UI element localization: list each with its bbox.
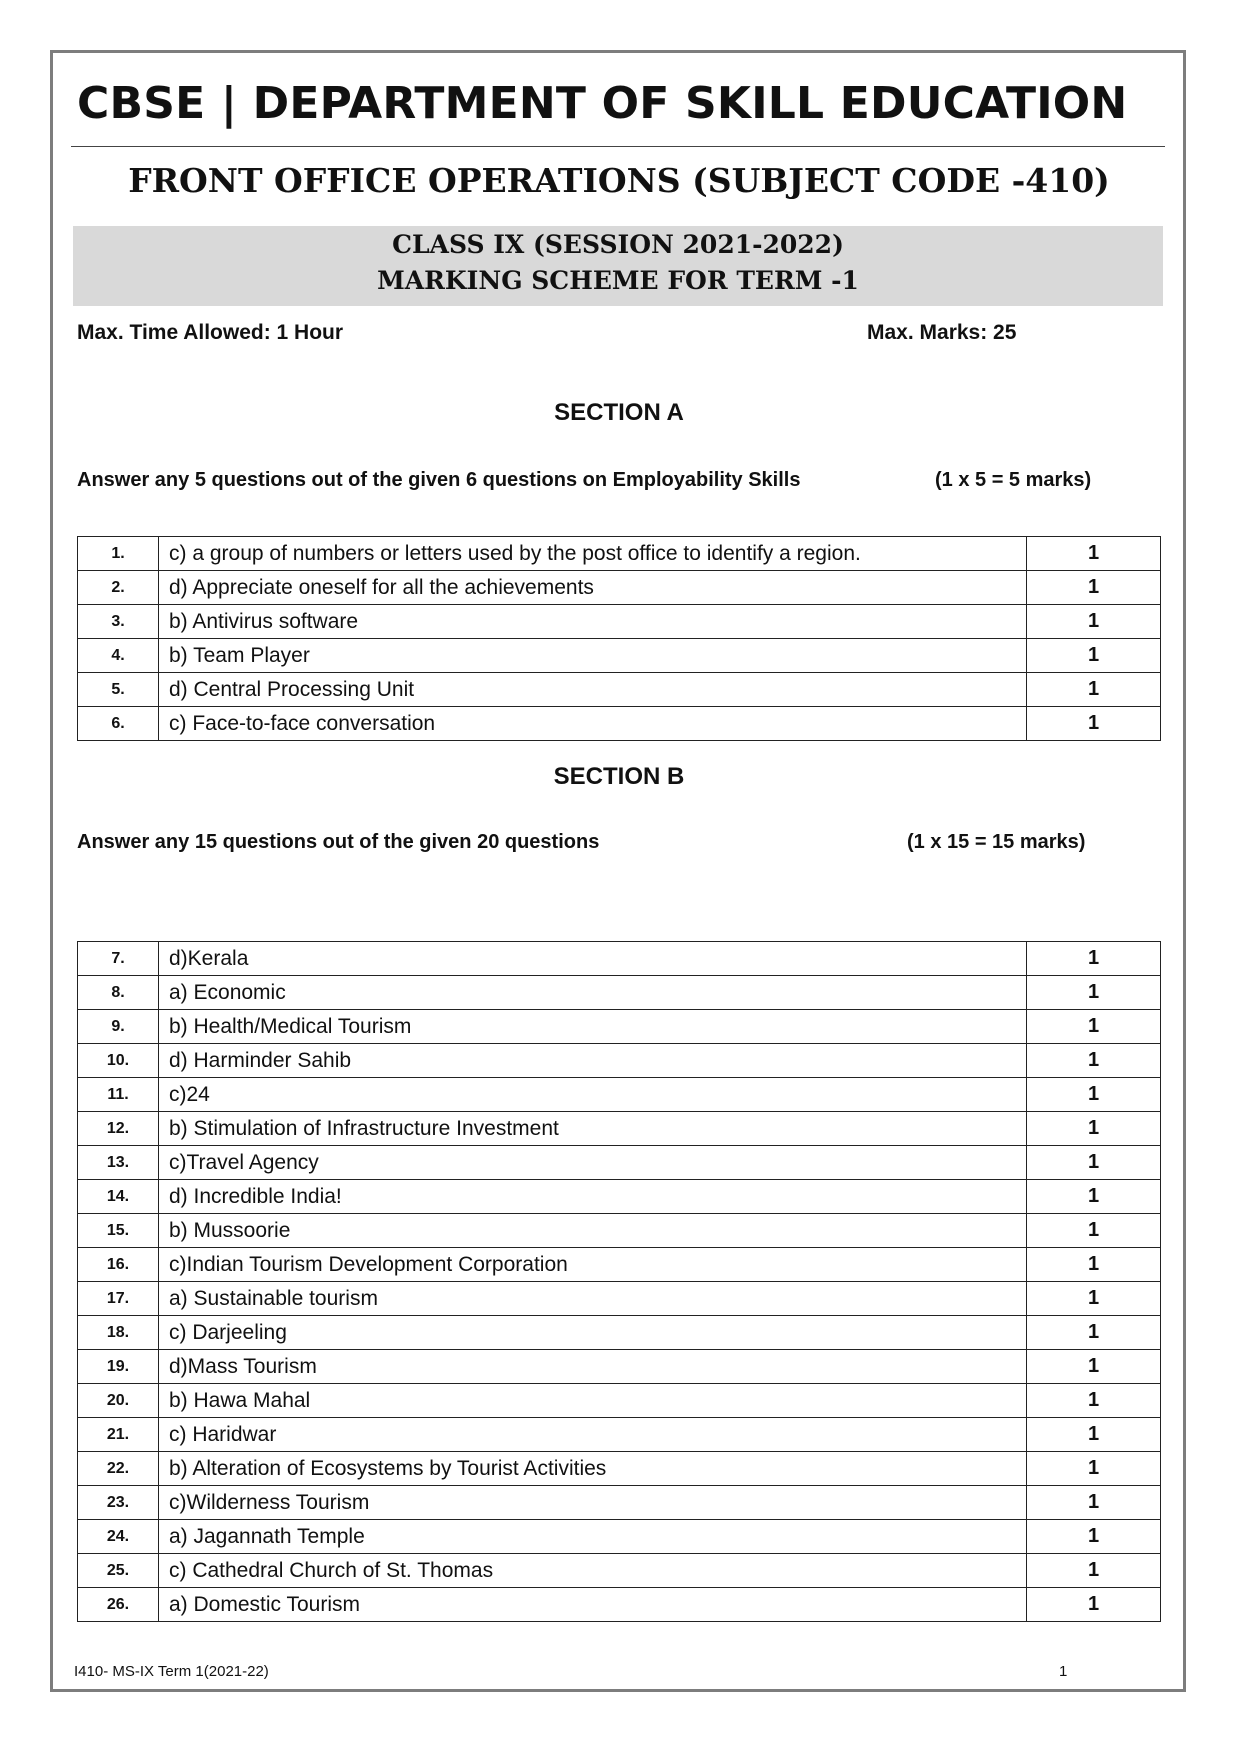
answer-text: b) Mussoorie (159, 1214, 1027, 1248)
answer-text: c)24 (159, 1078, 1027, 1112)
answer-text: c) Face-to-face conversation (159, 707, 1027, 741)
section-a-instruction: Answer any 5 questions out of the given 6 questions on Employability Skills (77, 469, 801, 491)
table-row (78, 571, 1161, 605)
answer-text: a) Domestic Tourism (159, 1588, 1027, 1622)
marks-cell: 1 (1027, 1112, 1161, 1146)
question-number: 19. (78, 1350, 159, 1384)
marks-cell: 1 (1027, 1588, 1161, 1622)
question-number: 8. (78, 976, 159, 1010)
answer-text: b) Antivirus software (159, 605, 1027, 639)
marks-cell: 1 (1027, 942, 1161, 976)
question-number: 26. (78, 1588, 159, 1622)
answer-text: a) Economic (159, 976, 1027, 1010)
marks-cell: 1 (1027, 673, 1161, 707)
section-a-marks-note: (1 x 5 = 5 marks) (935, 469, 1092, 491)
question-number: 9. (78, 1010, 159, 1044)
table-row (78, 1214, 1161, 1248)
table-row (78, 1112, 1161, 1146)
table-row (78, 639, 1161, 673)
question-number: 20. (78, 1384, 159, 1418)
table-row (78, 1282, 1161, 1316)
question-number: 7. (78, 942, 159, 976)
marks-cell: 1 (1027, 1486, 1161, 1520)
page-frame (50, 50, 1186, 1692)
table-row (78, 1554, 1161, 1588)
table-row (78, 1418, 1161, 1452)
table-row (78, 1180, 1161, 1214)
answer-text: c) a group of numbers or letters used by the post office to identify a region. (159, 537, 1027, 571)
table-row (78, 1010, 1161, 1044)
marks-cell: 1 (1027, 1248, 1161, 1282)
table-row (78, 605, 1161, 639)
title-divider (71, 146, 1165, 147)
marks-cell: 1 (1027, 605, 1161, 639)
table-row (78, 1044, 1161, 1078)
answer-text: d)Mass Tourism (159, 1350, 1027, 1384)
max-marks: Max. Marks: 25 (867, 321, 1017, 344)
answer-text: d) Central Processing Unit (159, 673, 1027, 707)
marks-cell: 1 (1027, 1520, 1161, 1554)
table-row (78, 1384, 1161, 1418)
table-row (78, 1316, 1161, 1350)
footer-doc-code: I410- MS-IX Term 1(2021-22) (74, 1663, 269, 1680)
marks-cell: 1 (1027, 1214, 1161, 1248)
marks-cell: 1 (1027, 1418, 1161, 1452)
marks-cell: 1 (1027, 1350, 1161, 1384)
question-number: 22. (78, 1452, 159, 1486)
answer-text: b) Stimulation of Infrastructure Investment (159, 1112, 1027, 1146)
question-number: 6. (78, 707, 159, 741)
question-number: 17. (78, 1282, 159, 1316)
marks-cell: 1 (1027, 1180, 1161, 1214)
answer-text: c) Haridwar (159, 1418, 1027, 1452)
footer-page-number: 1 (1059, 1663, 1068, 1680)
question-number: 15. (78, 1214, 159, 1248)
answer-text: a) Sustainable tourism (159, 1282, 1027, 1316)
table-row (78, 1520, 1161, 1554)
table-row (78, 537, 1161, 571)
marks-cell: 1 (1027, 571, 1161, 605)
table-row (78, 976, 1161, 1010)
table-row (78, 707, 1161, 741)
question-number: 1. (78, 537, 159, 571)
marks-cell: 1 (1027, 1146, 1161, 1180)
question-number: 24. (78, 1520, 159, 1554)
max-time: Max. Time Allowed: 1 Hour (77, 321, 344, 344)
question-number: 23. (78, 1486, 159, 1520)
answer-text: d)Kerala (159, 942, 1027, 976)
section-a-answer-table (77, 536, 1161, 741)
table-row (78, 1588, 1161, 1622)
marks-cell: 1 (1027, 707, 1161, 741)
class-session: CLASS IX (SESSION 2021-2022) (392, 230, 844, 259)
answer-text: d) Appreciate oneself for all the achievements (159, 571, 1027, 605)
question-number: 12. (78, 1112, 159, 1146)
answer-text: c)Indian Tourism Development Corporation (159, 1248, 1027, 1282)
answer-text: c) Darjeeling (159, 1316, 1027, 1350)
marks-cell: 1 (1027, 1384, 1161, 1418)
table-row (78, 1486, 1161, 1520)
question-number: 25. (78, 1554, 159, 1588)
answer-text: b) Health/Medical Tourism (159, 1010, 1027, 1044)
question-number: 10. (78, 1044, 159, 1078)
table-row (78, 1146, 1161, 1180)
marks-cell: 1 (1027, 1282, 1161, 1316)
question-number: 21. (78, 1418, 159, 1452)
section-a-heading: SECTION A (554, 399, 684, 426)
answer-text: c)Travel Agency (159, 1146, 1027, 1180)
question-number: 5. (78, 673, 159, 707)
answer-text: d) Incredible India! (159, 1180, 1027, 1214)
answer-text: b) Alteration of Ecosystems by Tourist Activities (159, 1452, 1027, 1486)
section-b-marks-note: (1 x 15 = 15 marks) (907, 831, 1086, 853)
table-row (78, 1350, 1161, 1384)
answer-text: b) Hawa Mahal (159, 1384, 1027, 1418)
question-number: 3. (78, 605, 159, 639)
marks-cell: 1 (1027, 1044, 1161, 1078)
question-number: 18. (78, 1316, 159, 1350)
marks-cell: 1 (1027, 1010, 1161, 1044)
subject-title: FRONT OFFICE OPERATIONS (SUBJECT CODE -410) (128, 161, 1110, 200)
section-b-instruction: Answer any 15 questions out of the given 20 questions (77, 831, 600, 853)
marks-cell: 1 (1027, 1316, 1161, 1350)
table-row (78, 1078, 1161, 1112)
class-banner (73, 226, 1163, 306)
marks-cell: 1 (1027, 1452, 1161, 1486)
answer-text: a) Jagannath Temple (159, 1520, 1027, 1554)
marks-cell: 1 (1027, 1078, 1161, 1112)
marks-cell: 1 (1027, 537, 1161, 571)
page-content (74, 53, 1161, 1689)
marks-cell: 1 (1027, 639, 1161, 673)
table-row (78, 942, 1161, 976)
question-number: 14. (78, 1180, 159, 1214)
table-row (78, 1452, 1161, 1486)
marks-cell: 1 (1027, 1554, 1161, 1588)
marking-scheme-title: MARKING SCHEME FOR TERM -1 (377, 266, 859, 295)
question-number: 11. (78, 1078, 159, 1112)
answer-text: d) Harminder Sahib (159, 1044, 1027, 1078)
question-number: 13. (78, 1146, 159, 1180)
document-title: CBSE | DEPARTMENT OF SKILL EDUCATION (77, 78, 1128, 129)
marks-cell: 1 (1027, 976, 1161, 1010)
table-row (78, 673, 1161, 707)
answer-text: b) Team Player (159, 639, 1027, 673)
question-number: 4. (78, 639, 159, 673)
question-number: 2. (78, 571, 159, 605)
section-b-answer-table (77, 941, 1161, 1622)
answer-text: c) Cathedral Church of St. Thomas (159, 1554, 1027, 1588)
table-row (78, 1248, 1161, 1282)
section-b-heading: SECTION B (553, 763, 685, 790)
answer-text: c)Wilderness Tourism (159, 1486, 1027, 1520)
question-number: 16. (78, 1248, 159, 1282)
